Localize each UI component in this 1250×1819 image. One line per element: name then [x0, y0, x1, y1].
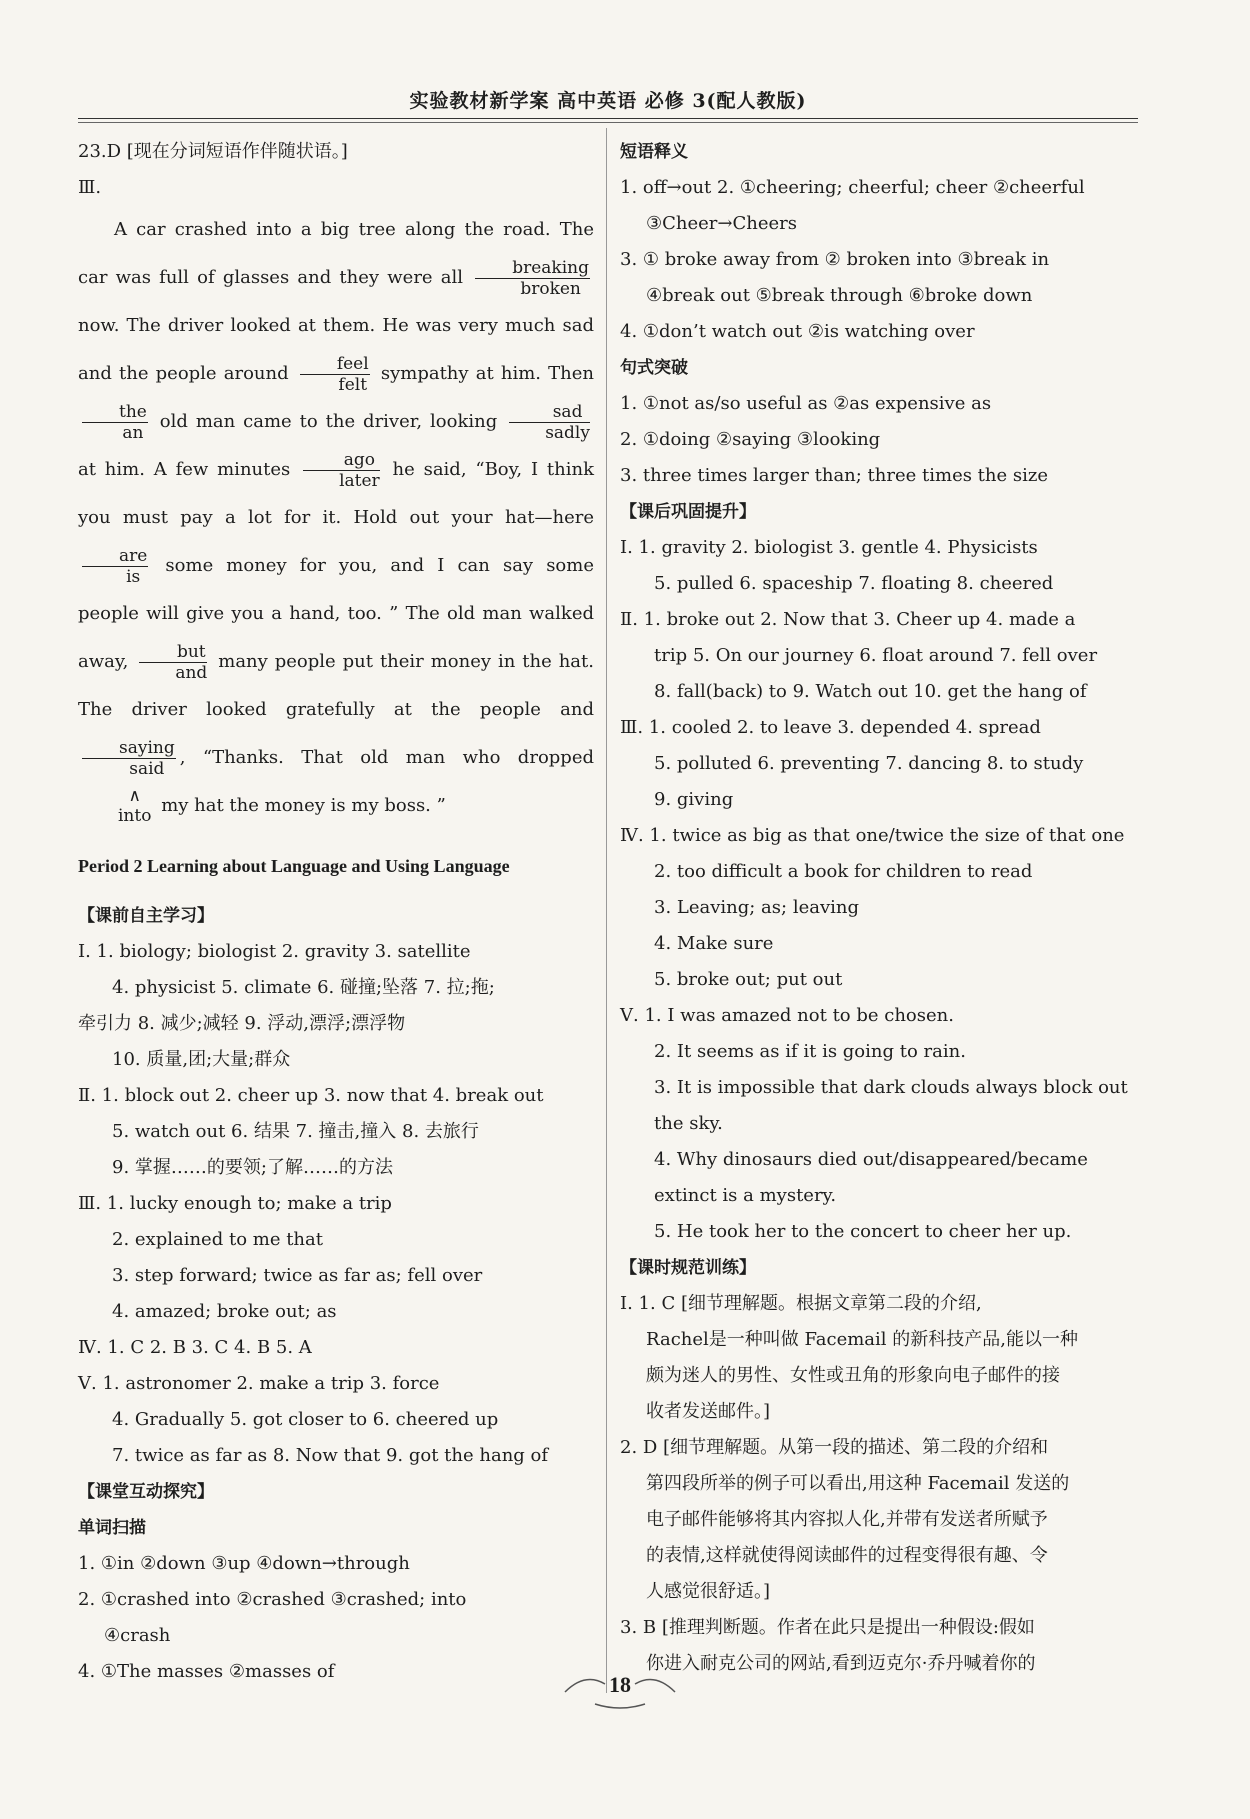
- answer-line: 3. ① broke away from ② broken into ③break in: [620, 249, 1050, 270]
- answer-line: 3. Leaving; as; leaving: [654, 897, 859, 918]
- answer-line: 收者发送邮件。]: [646, 1401, 771, 1422]
- answer-line: 10. 质量,团;大量;群众: [112, 1049, 291, 1070]
- corrected-word: an: [122, 422, 144, 443]
- correction-2: [300, 354, 370, 395]
- answer-line: 5. polluted 6. preventing 7. dancing 8. to study: [654, 753, 1084, 774]
- passage-text: my hat the money is my boss. ”: [161, 795, 446, 816]
- answer-line: 4. Why dinosaurs died out/disappeared/became: [654, 1149, 1088, 1170]
- answer-line: 4. physicist 5. climate 6. 碰撞;坠落 7. 拉;拖;: [112, 977, 495, 998]
- wrong-word: but: [139, 642, 207, 663]
- answer-line: 7. twice as far as 8. Now that 9. got the hang of: [112, 1445, 549, 1466]
- answer-line: trip 5. On our journey 6. float around 7. fell over: [654, 645, 1098, 666]
- answer-line: Ⅰ. 1. biology; biologist 2. gravity 3. satellite: [78, 941, 471, 962]
- wrong-word: sad: [509, 402, 590, 423]
- answer-line: Ⅰ. 1. gravity 2. biologist 3. gentle 4. Physicists: [620, 537, 1038, 558]
- answer-line: 2. ①doing ②saying ③looking: [620, 429, 881, 450]
- answer-line: 2. D [细节理解题。从第一段的描述、第二段的介绍和: [620, 1437, 1049, 1458]
- answer-line: 5. watch out 6. 结果 7. 撞击,撞入 8. 去旅行: [112, 1121, 479, 1142]
- answer-line: 8. fall(back) to 9. Watch out 10. get the hang of: [654, 681, 1087, 702]
- answer-line: Ⅱ. 1. broke out 2. Now that 3. Cheer up 4. made a: [620, 609, 1076, 630]
- passage-text: old man came to the driver, looking: [159, 411, 498, 432]
- answer-line: 3. three times larger than; three times the size: [620, 465, 1049, 486]
- correction-6: [82, 546, 148, 587]
- corrected-word: broken: [520, 278, 581, 299]
- wrong-word: breaking: [475, 258, 590, 279]
- wrong-word: feel: [300, 354, 370, 375]
- correction-passage: [78, 206, 594, 830]
- answer-line: 5. He took her to the concert to cheer her up.: [654, 1221, 1072, 1242]
- correction-3: [82, 402, 148, 443]
- corrected-word: said: [129, 758, 165, 779]
- left-column: [78, 134, 594, 1690]
- answer-line: 3. It is impossible that dark clouds always block out: [654, 1077, 1128, 1098]
- passage-text: many people put their money in the hat. The driver looked gratefully at the people and: [78, 651, 594, 720]
- wrong-word: ago: [303, 450, 380, 471]
- section-numeral: Ⅲ.: [78, 177, 102, 198]
- section-heading: 【课时规范训练】: [620, 1258, 756, 1278]
- corrected-word: and: [175, 662, 208, 683]
- answer-line: 2. too difficult a book for children to read: [654, 861, 1033, 882]
- answer-line: 3. B [推理判断题。作者在此只是提出一种假设:假如: [620, 1617, 1035, 1638]
- correction-7: [139, 642, 207, 683]
- answer-line: 4. amazed; broke out; as: [112, 1301, 337, 1322]
- answer-line: 2. explained to me that: [112, 1229, 323, 1250]
- answer-line: 的表情,这样就使得阅读邮件的过程变得很有趣、令: [646, 1545, 1048, 1566]
- correction-9: [82, 786, 151, 826]
- correction-5: [303, 450, 380, 491]
- answer-line: 电子邮件能够将其内容拟人化,并带有发送者所赋予: [646, 1509, 1048, 1530]
- answer-line: 1. ①not as/so useful as ②as expensive as: [620, 393, 992, 414]
- passage-text: ch sad and the people around: [78, 315, 594, 384]
- answer-line: 2. ①crashed into ②crashed ③crashed; into: [78, 1589, 467, 1610]
- header-rule-thin: [78, 122, 1138, 123]
- answer-line: 人感觉很舒适。]: [646, 1581, 771, 1602]
- passage-text: , “Thanks. That old man who dropped: [179, 747, 594, 768]
- section-heading: 【课堂互动探究】: [78, 1482, 214, 1502]
- answer-line: 颇为迷人的男性、女性或丑角的形象向电子邮件的接: [646, 1365, 1060, 1386]
- answer-line: ④crash: [104, 1625, 171, 1646]
- section-heading: 【课后巩固提升】: [620, 502, 756, 522]
- answer-line: Ⅲ. 1. cooled 2. to leave 3. depended 4. spread: [620, 717, 1041, 738]
- insert-caret: ∧: [128, 786, 141, 806]
- answer-line: ③Cheer→Cheers: [646, 213, 798, 234]
- answer-line: 9. 掌握……的要领;了解……的方法: [112, 1157, 393, 1178]
- answer-line: 4. ①The masses ②masses of: [78, 1661, 335, 1682]
- passage-text: A car crashed into a big tree along the road. The car was full of glasses and they were all: [78, 219, 594, 288]
- answer-line: 5. pulled 6. spaceship 7. floating 8. cheered: [654, 573, 1054, 594]
- answer-line: Ⅲ. 1. lucky enough to; make a trip: [78, 1193, 392, 1214]
- corrected-word: sadly: [545, 422, 590, 443]
- inserted-word: into: [118, 806, 152, 826]
- section-heading: 【课前自主学习】: [78, 906, 214, 926]
- header-rule: [78, 118, 1138, 119]
- answer-line: Ⅳ. 1. twice as big as that one/twice the size of that one: [620, 825, 1125, 846]
- wrong-word: the: [82, 402, 148, 423]
- correction-8: [82, 738, 176, 779]
- answer-line: Ⅱ. 1. block out 2. cheer up 3. now that 4. break out: [78, 1085, 544, 1106]
- wrong-word: saying: [82, 738, 176, 759]
- passage-text: sympathy at him. Then: [380, 363, 594, 384]
- sub-heading: 短语释义: [620, 142, 688, 162]
- answer-line: 4. Gradually 5. got closer to 6. cheered up: [112, 1409, 499, 1430]
- corrected-word: felt: [338, 374, 368, 395]
- right-column: [620, 134, 1140, 1682]
- answer-line: Ⅰ. 1. C [细节理解题。根据文章第二段的介绍,: [620, 1293, 982, 1314]
- page-number: 18: [609, 1672, 631, 1697]
- correction-4: [509, 402, 590, 443]
- column-divider: [606, 128, 607, 1693]
- answer-line: ④break out ⑤break through ⑥broke down: [646, 285, 1033, 306]
- sub-heading: 单词扫描: [78, 1518, 146, 1538]
- answer-line: 5. broke out; put out: [654, 969, 843, 990]
- running-header: 实验教材新学案 高中英语 必修 3(配人教版): [409, 90, 807, 112]
- answer-line: 4. Make sure: [654, 933, 774, 954]
- answer-line: 1. ①in ②down ③up ④down→through: [78, 1553, 410, 1574]
- answer-line: 第四段所举的例子可以看出,用这种 Facemail 发送的: [646, 1473, 1070, 1494]
- answer-line: 3. step forward; twice as far as; fell over: [112, 1265, 483, 1286]
- answer-line: the sky.: [654, 1113, 723, 1134]
- answer-line: Ⅴ. 1. I was amazed not to be chosen.: [620, 1005, 954, 1026]
- answer-line: extinct is a mystery.: [654, 1185, 837, 1206]
- wrong-word: are: [82, 546, 148, 567]
- answer-line: 牵引力 8. 减少;减轻 9. 浮动,漂浮;漂浮物: [78, 1013, 406, 1034]
- corrected-word: is: [126, 566, 141, 587]
- answer-line: Ⅳ. 1. C 2. B 3. C 4. B 5. A: [78, 1337, 312, 1358]
- answer-line: 4. ①don’t watch out ②is watching over: [620, 321, 975, 342]
- passage-text: he said, “Boy, I think you must pay a lot for it. Hold out your hat—here: [78, 459, 594, 528]
- answer-line: 23.D [现在分词短语作伴随状语。]: [78, 141, 348, 162]
- period-title: Period 2 Learning about Language and Using Language: [78, 856, 510, 876]
- passage-text: some money for you, and I can say some people will give you a hand, too. ” The old man walked away,: [78, 555, 594, 672]
- answer-line: 你进入耐克公司的网站,看到迈克尔·乔丹喊着你的: [646, 1653, 1036, 1674]
- answer-line: Rachel是一种叫做 Facemail 的新科技产品,能以一种: [646, 1329, 1078, 1350]
- corrected-word: later: [339, 470, 380, 491]
- answer-line: 9. giving: [654, 789, 734, 810]
- answer-line: 2. It seems as if it is going to rain.: [654, 1041, 966, 1062]
- passage-text: at him. A few minutes: [78, 459, 291, 480]
- answer-line: 1. off→out 2. ①cheering; cheerful; cheer ②cheerful: [620, 177, 1085, 198]
- sub-heading: 句式突破: [620, 358, 688, 378]
- correction-1: [475, 258, 590, 299]
- passage-text: now. The driver looked at them. He was very mu: [78, 315, 534, 336]
- answer-line: Ⅴ. 1. astronomer 2. make a trip 3. force: [78, 1373, 440, 1394]
